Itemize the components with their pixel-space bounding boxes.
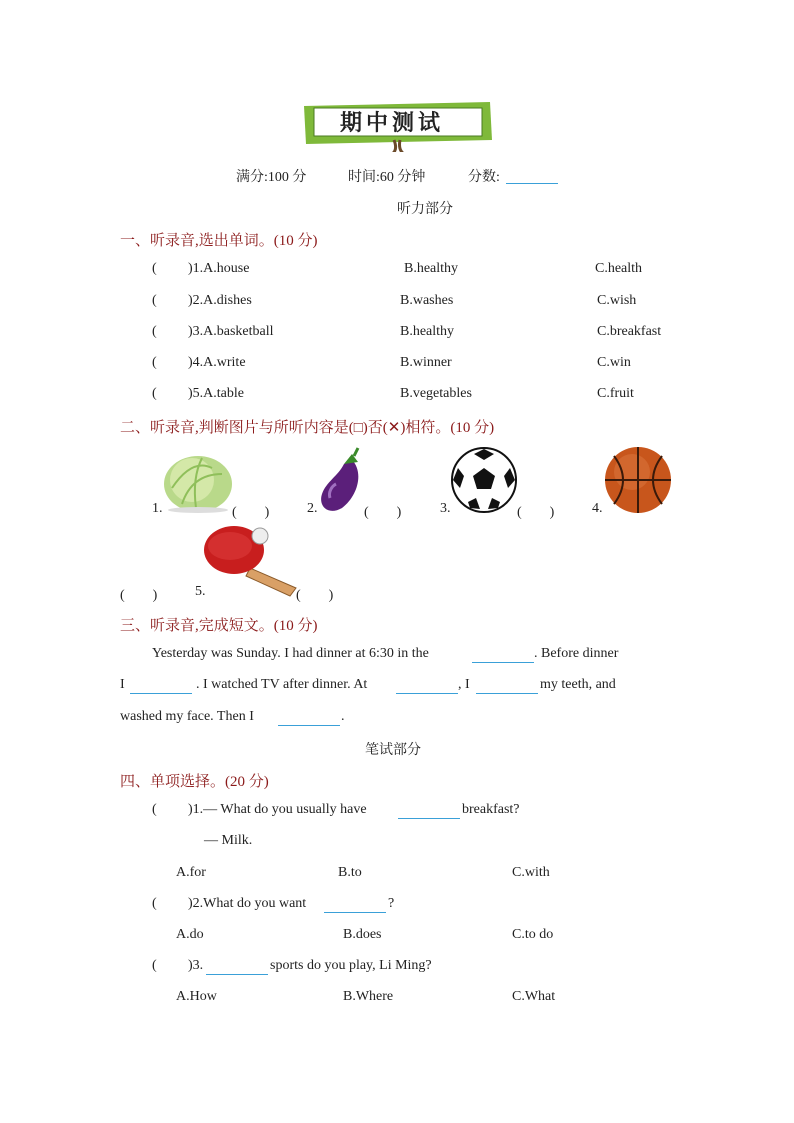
ping-pong-paddle-icon [204,524,304,598]
answer-paren-4[interactable]: ( ) [120,588,158,603]
soccer-ball-icon [450,446,518,514]
section-3-title: 三、听录音,完成短文。(10 分) [120,618,318,634]
passage-text: my teeth, and [540,677,616,692]
passage-text: . I watched TV after dinner. At [196,677,368,692]
passage-text: . [341,709,345,724]
score-label: 分数: [468,170,500,185]
section-4-title: 四、单项选择。(20 分) [120,774,269,790]
answer-paren-2[interactable]: ( ) [364,505,402,520]
answer-paren-3[interactable]: ( ) [517,505,555,520]
q2-option-b: B.does [343,927,382,942]
question-1-reply: — Milk. [204,833,253,848]
passage-text: washed my face. Then I [120,709,254,724]
s1-option-c: C.fruit [597,386,634,401]
item-number-4: 4. [592,501,603,516]
s1-option-c: C.win [597,355,631,370]
q2-option-c: C.to do [512,927,554,942]
paren-open: ( [152,386,157,401]
s1-option-c: C.breakfast [597,324,662,339]
blank-1[interactable] [472,648,534,663]
question-1: )1.— What do you usually have [188,802,367,817]
eggplant-icon [318,446,366,514]
s1-option-b: B.healthy [404,261,459,276]
score-blank[interactable] [506,169,558,184]
passage-text: Yesterday was Sunday. I had dinner at 6:30 in the [152,646,429,661]
q1-option-b: B.to [338,865,362,880]
s1-option-a: )3.A.basketball [188,324,274,339]
listening-header: 听力部分 [397,202,453,217]
cabbage-icon [162,448,234,514]
paren-open: ( [152,261,157,276]
passage-text: . Before dinner [534,646,619,661]
item-number-5: 5. [195,584,206,599]
paren-open: ( [152,324,157,339]
s1-option-b: B.healthy [400,324,455,339]
question-3-end: sports do you play, Li Ming? [270,958,432,973]
question-1-end: breakfast? [462,802,520,817]
time-label: 时间:60 分钟 [348,170,426,185]
answer-paren-5[interactable]: ( ) [296,588,334,603]
paren-open: ( [152,896,157,911]
q1-blank[interactable] [398,804,460,819]
paren-open: ( [152,958,157,973]
s1-option-c: C.wish [597,293,637,308]
blank-4[interactable] [476,679,538,694]
q2-blank[interactable] [324,898,386,913]
full-score-label: 满分:100 分 [236,170,307,185]
q3-option-c: C.What [512,989,556,1004]
paren-open: ( [152,355,157,370]
question-2: )2.What do you want [188,896,307,911]
q3-option-a: A.How [176,989,217,1004]
writing-header: 笔试部分 [365,743,421,758]
s1-option-a: )1.A.house [188,261,250,276]
s1-option-a: )5.A.table [188,386,244,401]
basketball-icon [604,446,672,514]
q3-option-b: B.Where [343,989,394,1004]
passage-text: I [120,677,125,692]
section-2-title: 二、听录音,判断图片与所听内容是(□)否(✕)相符。(10 分) [120,420,495,436]
s1-option-a: )2.A.dishes [188,293,252,308]
s1-option-c: C.health [595,261,643,276]
s1-option-b: B.washes [400,293,454,308]
q1-option-a: A.for [176,865,206,880]
q3-blank[interactable] [206,960,268,975]
q2-option-a: A.do [176,927,204,942]
blank-5[interactable] [278,711,340,726]
blank-2[interactable] [130,679,192,694]
question-2-end: ? [388,896,395,911]
question-3: )3. [188,958,204,973]
passage-text: , I [458,677,470,692]
q1-option-c: C.with [512,865,550,880]
paren-open: ( [152,293,157,308]
s1-option-a: )4.A.write [188,355,246,370]
s1-option-b: B.winner [400,355,452,370]
s1-option-b: B.vegetables [400,386,472,401]
section-1-title: 一、听录音,选出单词。(10 分) [120,233,318,249]
page-title: 期中测试 [340,111,445,136]
blank-3[interactable] [396,679,458,694]
item-number-3: 3. [440,501,451,516]
item-number-2: 2. [307,501,318,516]
answer-paren-1[interactable]: ( ) [232,505,270,520]
item-number-1: 1. [152,501,163,516]
paren-open: ( [152,802,157,817]
